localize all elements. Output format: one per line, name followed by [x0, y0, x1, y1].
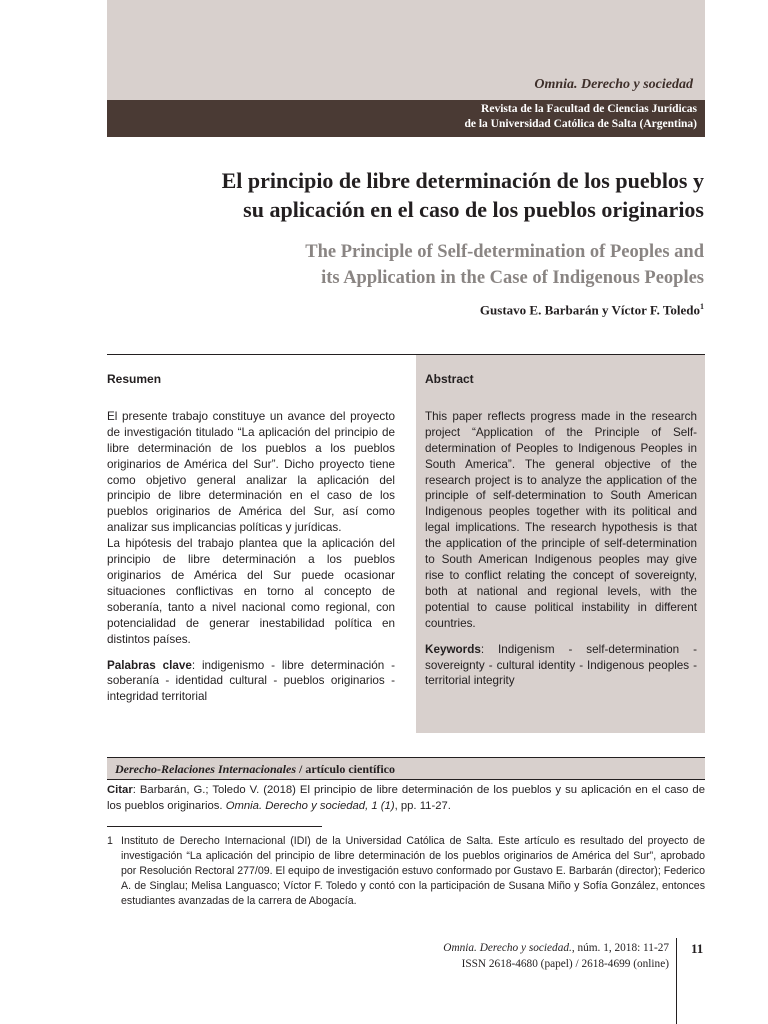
- footnote: [107, 834, 705, 909]
- footer-issn: ISSN 2618-4680 (papel) / 2618-4699 (online): [461, 957, 669, 970]
- resumen-section: [107, 372, 395, 705]
- footer-issue: , núm. 1, 2018: 11-27: [571, 942, 669, 954]
- footnote-rule: [107, 826, 322, 827]
- citation-pages: , pp. 11-27.: [394, 800, 451, 812]
- resumen-keywords: [107, 658, 395, 706]
- category-type: artículo científico: [305, 762, 395, 776]
- footer-vertical-rule: [676, 938, 677, 1024]
- journal-subtitle-bar: [107, 100, 705, 137]
- resumen-keywords-text: : indigenismo - libre determinación - soberanía - identidad cultural - pueblos originarios - integridad territorial: [107, 658, 395, 704]
- abstract-paragraph: This paper reflects progress made in the research project “Application of the Principle of Self-determination of Peoples to Indigenous Peoples in South America”. The general objective of the research project is to analyze the application of the principle of self-determination to South American Indigenous peoples together with its political and legal implications. The research hypothesis is that the application of the principle of self-determination to South American Indigenous peoples may give rise to conflict relating the concept of sovereignty, both at national and regional levels, with the potential to cause political instability in different countries.: [425, 409, 697, 630]
- authors-names: Gustavo E. Barbarán y Víctor F. Toledo: [479, 302, 700, 318]
- article-title-es-line2: su aplicación en el caso de los pueblos originarios: [243, 197, 704, 222]
- footer-journal-line: [443, 941, 669, 957]
- abstract-section: [425, 372, 697, 689]
- resumen-paragraph-1: El presente trabajo constituye un avance del proyecto de investigación titulado “La aplicación del principio de libre determinación de los pueblos a los pueblos originarios de América del Sur”. Dicho proyecto tiene como objetivo general analizar la aplicación del principio de libre determinación en el caso de los pueblos originarios de América del Sur, así como analizar sus implicancias políticas y jurídicas.: [107, 409, 395, 535]
- article-title-es: [84, 166, 704, 224]
- footer-journal: Omnia. Derecho y sociedad.: [443, 942, 572, 954]
- abstract-keywords-label: Keywords: [425, 642, 481, 656]
- category-separator: /: [296, 762, 306, 776]
- journal-subtitle-line1: Revista de la Facultad de Ciencias Jurídicas: [481, 103, 697, 115]
- footnote-number: 1: [107, 835, 113, 847]
- journal-header: [107, 0, 705, 100]
- article-title-en-line1: The Principle of Self-determination of Peoples and: [305, 242, 704, 262]
- article-title-en: [84, 239, 704, 291]
- resumen-paragraph-2: La hipótesis del trabajo plantea que la aplicación del principio de libre determinación a los pueblos originarios de América del Sur puede ocasionar situaciones conflictivas en torno al concepto de soberanía, tanto a nivel nacional como regional, con potencialidad de generar inestabilidad política en distintos países.: [107, 537, 395, 646]
- article-authors: [480, 302, 704, 318]
- footnote-text: Instituto de Derecho Internacional (IDI) de la Universidad Católica de Salta. Este artículo es resultado del proyecto de investigación “La aplicación del principio de libre determinación de los pueblos originarios de América del Sur”, aprobado por Resolución Rectoral 277/09. El equipo de investigación estuvo conformado por Gustavo E. Barbarán (director); Federico A. de Singlau; Melisa Languasco; Víctor F. Toledo y contó con la participación de Susana Miño y Sofía González, entonces estudiantes avanzadas de la carrera de Abogacía.: [121, 835, 705, 907]
- journal-name: Omnia. Derecho y sociedad: [534, 77, 693, 92]
- page-footer: [443, 941, 669, 972]
- citation-text: : Barbarán, G.; Toledo V. (2018) El principio de libre determinación de los pueblos y su aplicación en el caso de los pueblos originarios.: [107, 784, 705, 812]
- resumen-keywords-label: Palabras clave: [107, 658, 192, 672]
- citation: [107, 782, 705, 814]
- citation-journal: Omnia. Derecho y sociedad, 1 (1): [225, 800, 395, 812]
- article-title-es-line1: El principio de libre determinación de los pueblos y: [221, 168, 704, 193]
- category-section: Derecho-Relaciones Internacionales: [115, 762, 296, 776]
- resumen-heading: Resumen: [107, 372, 162, 386]
- abstract-heading: Abstract: [425, 372, 474, 386]
- journal-subtitle-line2: de la Universidad Católica de Salta (Argentina): [464, 118, 697, 130]
- abstract-keywords: [425, 642, 697, 690]
- abstract-keywords-text: : Indigenism - self-determination - sovereignty - cultural identity - Indigenous peoples - territorial integrity: [425, 642, 697, 688]
- article-title-en-line2: its Application in the Case of Indigenous Peoples: [321, 268, 704, 288]
- author-footnote-mark: 1: [700, 302, 704, 311]
- citation-label: Citar: [107, 784, 133, 796]
- category-bar: [107, 757, 705, 780]
- category-text: [115, 762, 395, 777]
- page-number: 11: [691, 941, 704, 956]
